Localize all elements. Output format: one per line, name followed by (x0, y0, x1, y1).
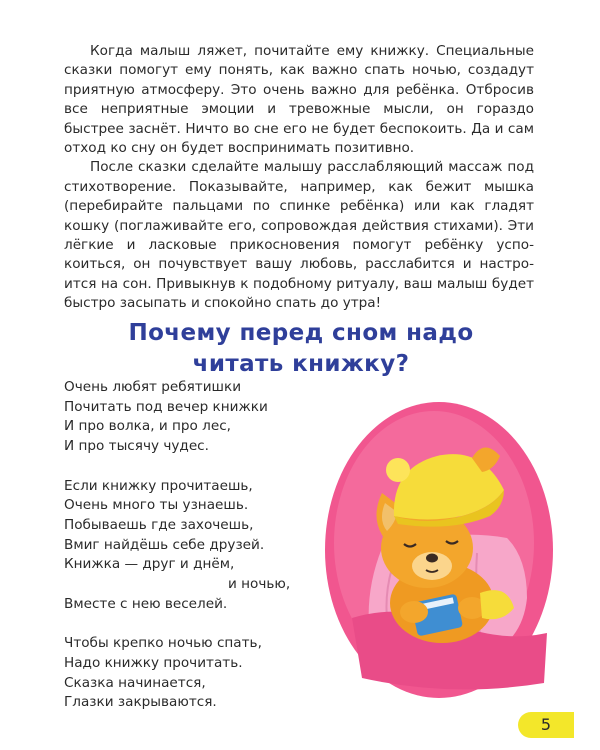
body-text (64, 42, 534, 314)
poem-line: Если книжку прочитаешь, (64, 477, 253, 494)
poem-line: Сказка начинается, (64, 674, 206, 691)
section-heading-line-1: Почему перед сном надо (128, 320, 474, 346)
sleeping-bear-illustration (322, 398, 554, 698)
poem-line: Глазки закрываются. (64, 694, 217, 711)
poem-line: и ночью, (228, 576, 291, 593)
poem (64, 378, 290, 733)
poem-line: Вместе с нею веселей. (64, 595, 228, 612)
page-number-tab: 5 (518, 712, 574, 738)
paragraph-massage: После сказки сделайте малышу расслабляющий массаж под стихотворение. Показывайте, например, как бежит мышка (перебирайте пальцами по спинке ребёнка) или как гладят кошку (поглаживайте его, сопровождая действия стихами). Эти лёгкие и ласковые прикосновения помогут ребёнку успокоиться, он почувствует вашу любовь, расслабится и настроится на сон. Привыкнув к подобному ритуалу, ваш малыш будет быстро засыпать и спокойно спать до утра! (64, 159, 534, 312)
section-heading (62, 318, 540, 380)
nightcap-pompom (386, 458, 410, 482)
poem-line: Книжка — друг и днём, (64, 556, 235, 573)
poem-line: И про тысячу чудес. (64, 438, 209, 455)
bear-paw-left (400, 601, 428, 623)
bear-nose (426, 554, 438, 563)
poem-line: Очень много ты узнаешь. (64, 497, 249, 514)
poem-line: Побываешь где захочешь, (64, 516, 254, 533)
poem-stanza-1 (64, 378, 290, 457)
poem-line: Вмиг найдёшь себе друзей. (64, 536, 265, 553)
poem-line: Почитать под вечер книжки (64, 398, 268, 415)
section-heading-line-2: читать книжку? (192, 351, 410, 377)
poem-line: И про волка, и про лес, (64, 418, 232, 435)
poem-line: Очень любят ребятишки (64, 379, 242, 395)
poem-line: Надо книжку прочитать. (64, 654, 243, 671)
poem-stanza-2 (64, 477, 290, 615)
poem-line: Чтобы крепко ночью спать, (64, 635, 262, 652)
paragraph-bedtime-reading: Когда малыш ляжет, почитайте ему книжку. Специальные сказки помогут ему понять, как важно спать ночью, создадут приятную атмосферу. Это очень важно для ребёнка. Отбросив все неприятные эмоции и тревожные мысли, он гораздо быстрее заснёт. Ничто во сне его не будет беспокоить. Да и сам отход ко сну он будет воспринимать позитивно. (64, 43, 534, 157)
poem-stanza-3 (64, 634, 290, 713)
